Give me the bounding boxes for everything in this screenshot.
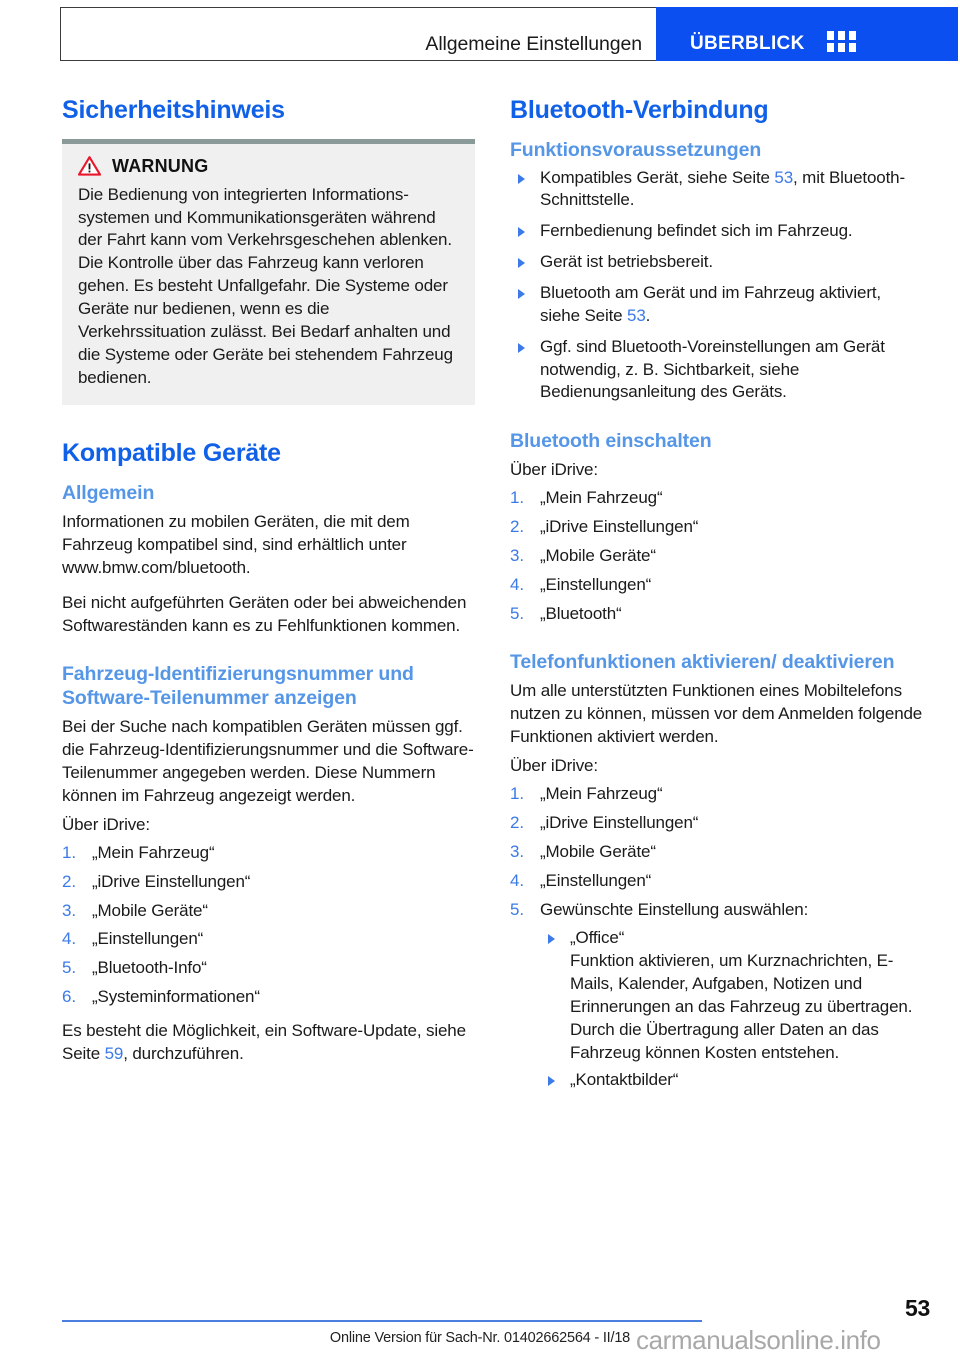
list-item: „Mobile Geräte“ (540, 842, 656, 861)
subsection-title-fin: Fahrzeug-Identifizierungsnummer und Software-Teilenummer anzeigen (62, 663, 414, 709)
grid-cell (827, 31, 834, 40)
tab-ueberblick[interactable] (656, 7, 958, 61)
grid-cell (827, 43, 834, 52)
item-text-pre: Kompatibles Gerät, siehe Seite (540, 167, 775, 187)
fin-paragraph: Bei der Suche nach kompatiblen Geräten müssen ggf. die Fahrzeug-Identifizierungsnummer und die Software-Teilenummer angegeben werden. Diese Nummern können im Fahrzeug angezeigt werden. (62, 716, 474, 805)
tab-ueberblick-label: ÜBERBLICK (690, 33, 805, 54)
allgemein-paragraph-2: Bei nicht aufgeführten Geräten oder bei abweichenden Softwareständen kann es zu Fehlfunktionen kommen. (62, 593, 467, 636)
item-text-pre: Fernbedienung befindet sich im Fahrzeug. (540, 221, 853, 241)
subsection-title-bluetooth-einschalten: Bluetooth einschalten (510, 430, 712, 453)
watermark: carmanualsonline.info (636, 1325, 881, 1355)
list-item (510, 251, 923, 274)
subsection-title-telefonfunktionen: Telefonfunktionen aktivieren/ deaktivieren (510, 651, 895, 674)
warning-title: WARNUNG (112, 155, 209, 176)
list-item: „Einstellungen“ (92, 929, 204, 949)
list-item: „iDrive Einstellungen“ (92, 871, 251, 891)
left-column (62, 96, 475, 1077)
subsection-title-allgemein: Allgemein (62, 482, 155, 505)
section-title-sicherheitshinweis: Sicherheitshinweis (62, 96, 285, 124)
allgemein-paragraph-1: Informationen zu mobilen Geräten, die mit dem Fahrzeug kompatibel sind, sind erhältlich unter www.bmw.com/bluetooth. (62, 512, 410, 578)
section-title-kompatible-geraete: Kompatible Geräte (62, 439, 281, 468)
grid-cell (849, 43, 856, 52)
list-item-label: Gewünschte Einstellung auswählen: (540, 899, 809, 919)
item-text-pre: Bluetooth am Gerät und im Fahrzeug aktiviert, siehe Seite (540, 282, 881, 325)
grid-icon (827, 31, 856, 52)
phone-idrive-label: Über iDrive: (510, 756, 598, 776)
grid-cell (838, 31, 845, 40)
bt-on-idrive-label: Über iDrive: (510, 460, 598, 480)
breadcrumb-tab[interactable] (60, 7, 656, 61)
sub-item-label: „Office“ (570, 927, 625, 947)
list-item: „iDrive Einstellungen“ (540, 516, 699, 536)
warning-triangle-icon (78, 156, 101, 176)
list-item (510, 167, 923, 213)
page-reference[interactable]: 53 (627, 305, 646, 325)
phone-steps-list (510, 783, 923, 1091)
section-title-bluetooth-verbindung: Bluetooth-Verbindung (510, 96, 769, 124)
phone-paragraph: Um alle unterstützten Funktionen eines Mobiltelefons nutzen zu können, müssen vor dem Anmelden folgende Funktionen aktiviert werden. (510, 681, 923, 747)
list-item: „Einstellungen“ (540, 870, 652, 890)
update-text-pre: Es besteht die Möglichkeit, ein Software-Update, siehe Seite (62, 1021, 466, 1064)
list-item: „Bluetooth-Info“ (92, 958, 207, 978)
list-item: „Mein Fahrzeug“ (92, 842, 215, 862)
list-item (510, 282, 923, 328)
warning-header (78, 156, 461, 177)
item-text-pre: Gerät ist betriebsbereit. (540, 252, 713, 272)
right-column (510, 96, 923, 1102)
list-item (540, 927, 923, 1065)
list-item: „Mein Fahrzeug“ (540, 488, 663, 508)
page-reference[interactable]: 59 (104, 1044, 124, 1064)
list-item: „Einstellungen“ (540, 574, 652, 594)
update-text-post: , durchzuführen. (123, 1044, 244, 1064)
footer-note: Online Version für Sach-Nr. 01402662564 - II/18 (329, 1330, 631, 1346)
item-text-post: . (645, 305, 651, 325)
item-text-post: , mit Bluetooth-Schnittstelle. (540, 167, 905, 210)
list-item: „Mobile Geräte“ (92, 900, 208, 920)
list-item: „iDrive Einstellungen“ (540, 813, 699, 833)
software-update-paragraph (62, 1019, 475, 1065)
list-item: „Mobile Geräte“ (540, 545, 656, 565)
list-item (510, 899, 923, 1092)
page-reference[interactable]: 53 (774, 167, 794, 187)
sub-item-label: „Kontaktbilder“ (570, 1069, 679, 1089)
list-item (540, 1069, 923, 1092)
phone-sub-options-list (540, 927, 923, 1092)
breadcrumb-label: Allgemeine Einstellungen (425, 32, 642, 55)
prerequisites-list (510, 167, 923, 405)
sub-item-description: Funktion aktivieren, um Kurznachrichten, E-Mails, Kalender, Aufgaben, Notizen und Erinnerungen an das Fahrzeug zu übertragen. Durch die Übertragung aller Daten an das Fahrzeug können Kosten entstehen. (570, 951, 913, 1062)
grid-cell (838, 43, 845, 52)
fin-idrive-label: Über iDrive: (62, 814, 150, 834)
subsection-title-funktionsvoraussetzungen: Funktionsvoraussetzungen (510, 138, 762, 161)
list-item (510, 336, 923, 405)
warning-text: Die Bedienung von integrierten Informations-systemen und Kommunikationsgeräten während der Fahrt kann vom Verkehrsgeschehen ablenken. Die Kontrolle über das Fahrzeug kann verloren gehen. Es besteht Unfallgefahr. Die Systeme oder Geräte nur bedienen, wenn es die Verkehrssituation zulässt. Bei Bedarf anhalten und die Systeme oder Geräte bei stehendem Fahrzeug bedienen. (78, 184, 453, 387)
list-item: „Mein Fahrzeug“ (540, 784, 663, 804)
fin-steps-list (62, 842, 475, 1009)
bluetooth-on-steps-list (510, 487, 923, 625)
warning-box (62, 139, 475, 406)
list-item: „Systeminformationen“ (92, 987, 260, 1007)
list-item: „Bluetooth“ (540, 603, 622, 623)
grid-cell (849, 31, 856, 40)
footer-divider (62, 1320, 702, 1322)
item-text-pre: Ggf. sind Bluetooth-Voreinstellungen am Gerät notwendig, z. B. Sichtbarkeit, siehe Bedienungsanleitung des Geräts. (540, 336, 885, 402)
list-item (510, 220, 923, 243)
page-number: 53 (905, 1295, 930, 1321)
page-header (60, 7, 958, 61)
